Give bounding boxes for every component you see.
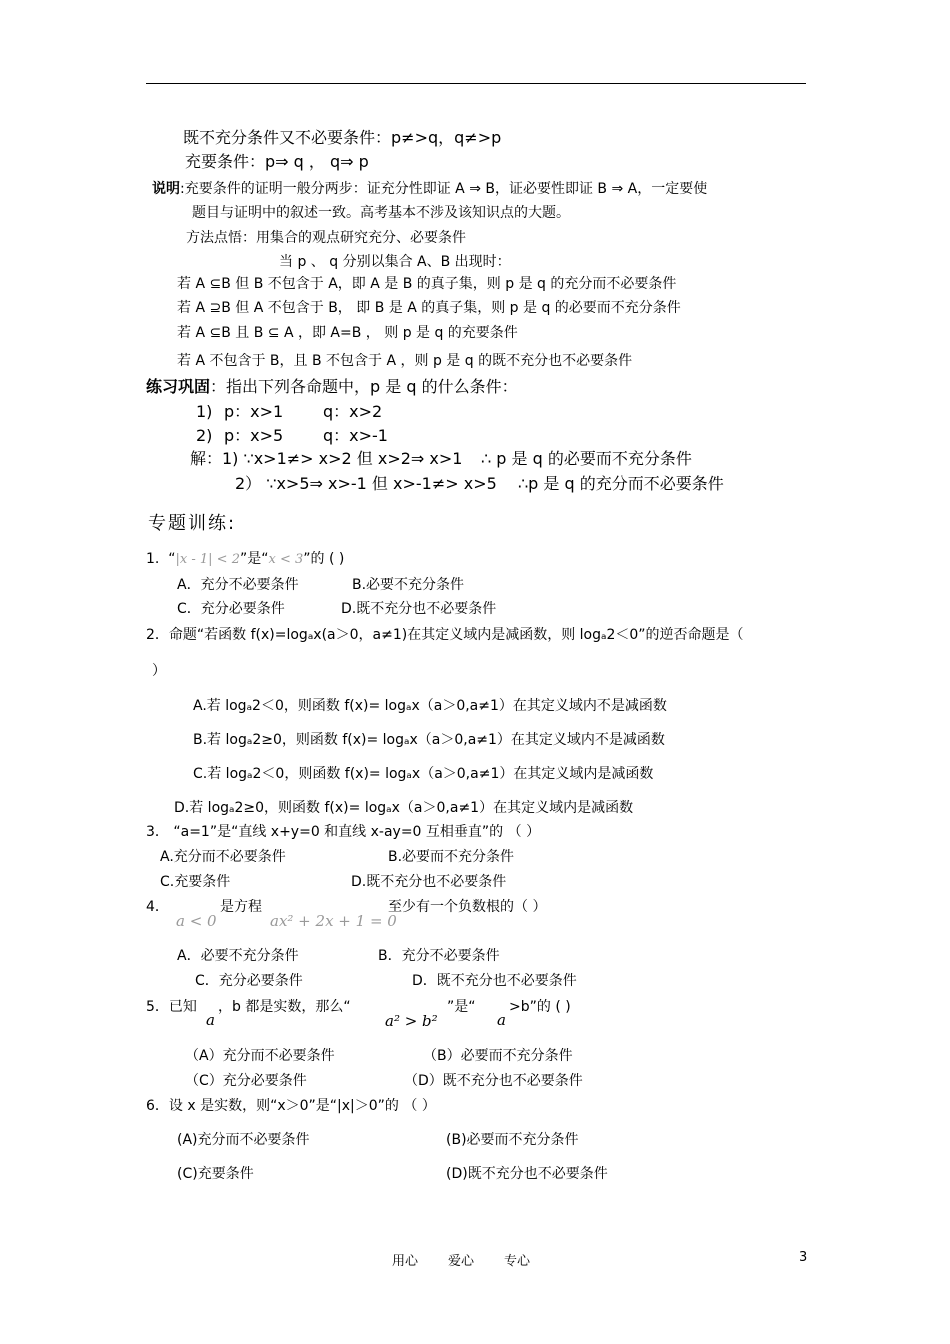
method-rule-1: 若 A ⊆B 但 B 不包含于 A，即 A 是 B 的真子集，则 p 是 q 的充分而不必要条件	[177, 276, 677, 292]
q1-option-b: B.必要不充分条件	[352, 577, 465, 593]
practice-item-2-p: p：x>5	[224, 426, 284, 445]
practice-item-1-num: 1)	[196, 402, 213, 421]
method-when: 当 p 、 q 分别以集合 A、B 出现时：	[279, 254, 511, 270]
note-line-2: 题目与证明中的叙述一致。高考基本不涉及该知识点的大题。	[192, 205, 570, 221]
q2-stem: 2．命题“若函数 f(x)=logₐx(a＞0，a≠1)在其定义域内是减函数，则 logₐ2＜0”的逆否命题是（	[146, 627, 744, 643]
q1-stem	[146, 550, 344, 569]
q4-option-b: B．充分不必要条件	[378, 948, 500, 964]
q1-post: ”的 ( )	[303, 551, 345, 567]
q1-num: 1.	[146, 551, 160, 567]
q5-mid: ，b 都是实数，那么“	[218, 999, 351, 1015]
footer-motto-2: 爱心	[448, 1254, 475, 1269]
q2-option-c: C.若 logₐ2＜0，则函数 f(x)= logₐx（a＞0,a≠1）在其定义域内是减函数	[193, 766, 654, 782]
q5-option-b: （B）必要而不充分条件	[423, 1048, 573, 1064]
page-number: 3	[799, 1250, 808, 1265]
q5-post: >b”的 ( )	[509, 999, 571, 1015]
q3-option-a: A.充分而不必要条件	[160, 849, 286, 865]
method-title: 方法点悟：用集合的观点研究充分、必要条件	[186, 230, 466, 246]
q3-option-b: B.必要而不充分条件	[388, 849, 515, 865]
q3-option-c: C.充要条件	[160, 874, 231, 890]
practice-item-1-p: p：x>1	[224, 402, 284, 421]
q6-option-d: (D)既不充分也不必要条件	[446, 1166, 608, 1182]
q4-math-1: a < 0	[176, 912, 217, 930]
q5-option-d: （D）既不充分也不必要条件	[404, 1073, 583, 1089]
q3-stem: 3． “a=1”是“直线 x+y=0 和直线 x-ay=0 互相垂直”的 （ ）	[146, 824, 541, 840]
q1-pre: “	[168, 551, 176, 567]
header-rule	[146, 83, 806, 84]
q3-option-d: D.既不充分也不必要条件	[351, 874, 507, 890]
q4-num: 4．	[146, 899, 169, 915]
q5-option-c: （C）充分必要条件	[185, 1073, 307, 1089]
q4-option-d: D．既不充分也不必要条件	[412, 973, 577, 989]
q2-option-a: A.若 logₐ2＜0，则函数 f(x)= logₐx（a＞0,a≠1）在其定义域内不是减函数	[193, 698, 667, 714]
q1-mid: ”是“	[239, 551, 269, 567]
method-rule-3: 若 A ⊆B 且 B ⊆ A ，即 A=B ， 则 p 是 q 的充要条件	[177, 325, 518, 341]
solution-1-right: ∴ p 是 q 的必要而不充分条件	[481, 449, 692, 468]
note-label: 说明	[152, 181, 180, 197]
q4-math-2: ax² + 2x + 1 = 0	[270, 912, 397, 930]
q4-post: 至少有一个负数根的（ ）	[388, 899, 547, 915]
q5-var-a-2: a	[497, 1011, 506, 1029]
q4-option-c: C．充分必要条件	[195, 973, 303, 989]
q1-option-c: C．充分必要条件	[177, 601, 285, 617]
q4-option-a: A．必要不充分条件	[177, 948, 299, 964]
q5-mid-2: ”是“	[447, 999, 476, 1015]
solution-2-left: 2） ∵x>5⇒ x>-1 但 x>-1≠> x>5	[235, 474, 497, 493]
practice-item-2-q: q：x>-1	[323, 426, 388, 445]
q6-option-b: (B)必要而不充分条件	[446, 1132, 579, 1148]
note-text-1: :充要条件的证明一般分两步：证充分性即证 A ⇒ B，证必要性即证 B ⇒ A，一定要使	[180, 181, 708, 197]
q1-math-2: x < 3	[268, 552, 304, 567]
q1-option-a: A．充分不必要条件	[177, 577, 299, 593]
q5-var-a: a	[206, 1011, 215, 1029]
q6-option-a: (A)充分而不必要条件	[177, 1132, 310, 1148]
q2-option-d: D.若 logₐ2≥0，则函数 f(x)= logₐx（a＞0,a≠1）在其定义域内是减函数	[174, 800, 634, 816]
q2-option-b: B.若 logₐ2≥0，则函数 f(x)= logₐx（a＞0,a≠1）在其定义域内不是减函数	[193, 732, 665, 748]
note-line-1	[152, 180, 707, 198]
practice-item-2-num: 2)	[196, 426, 213, 445]
q6-stem: 6．设 x 是实数，则“x＞0”是“|x|＞0”的 （ ）	[146, 1098, 436, 1114]
q5-math: a² > b²	[385, 1012, 438, 1030]
q6-option-c: (C)充要条件	[177, 1166, 254, 1182]
footer-motto-3: 专心	[504, 1254, 531, 1269]
q1-math-1: |x - 1| < 2	[175, 552, 240, 567]
solution-1-left: 解：1) ∵x>1≠> x>2 但 x>2⇒ x>1	[190, 449, 463, 468]
solution-2-right: ∴p 是 q 的充分而不必要条件	[518, 474, 724, 493]
practice-header	[146, 377, 518, 397]
training-title: 专题训练:	[148, 513, 237, 534]
method-rule-2: 若 A ⊇B 但 A 不包含于 B， 即 B 是 A 的真子集，则 p 是 q 的必要而不充分条件	[177, 300, 681, 316]
q5-option-a: （A）充分而不必要条件	[185, 1048, 335, 1064]
q4-mid: 是方程	[220, 899, 262, 915]
practice-item-1-q: q：x>2	[323, 402, 383, 421]
q5-pre: 5．已知	[146, 999, 197, 1015]
practice-prompt: ：指出下列各命题中，p 是 q 的什么条件：	[210, 377, 518, 396]
q1-option-d: D.既不充分也不必要条件	[341, 601, 497, 617]
practice-label: 练习巩固	[146, 377, 211, 396]
method-rule-4: 若 A 不包含于 B，且 B 不包含于 A ，则 p 是 q 的既不充分也不必要条件	[177, 353, 633, 369]
necessary-sufficient-line: 充要条件：p⇒ q ， q⇒ p	[185, 152, 369, 171]
q2-stem-end: ）	[152, 663, 166, 679]
neither-condition-line: 既不充分条件又不必要条件：p≠>q，q≠>p	[183, 128, 502, 147]
footer-motto-1: 用心	[392, 1254, 419, 1269]
